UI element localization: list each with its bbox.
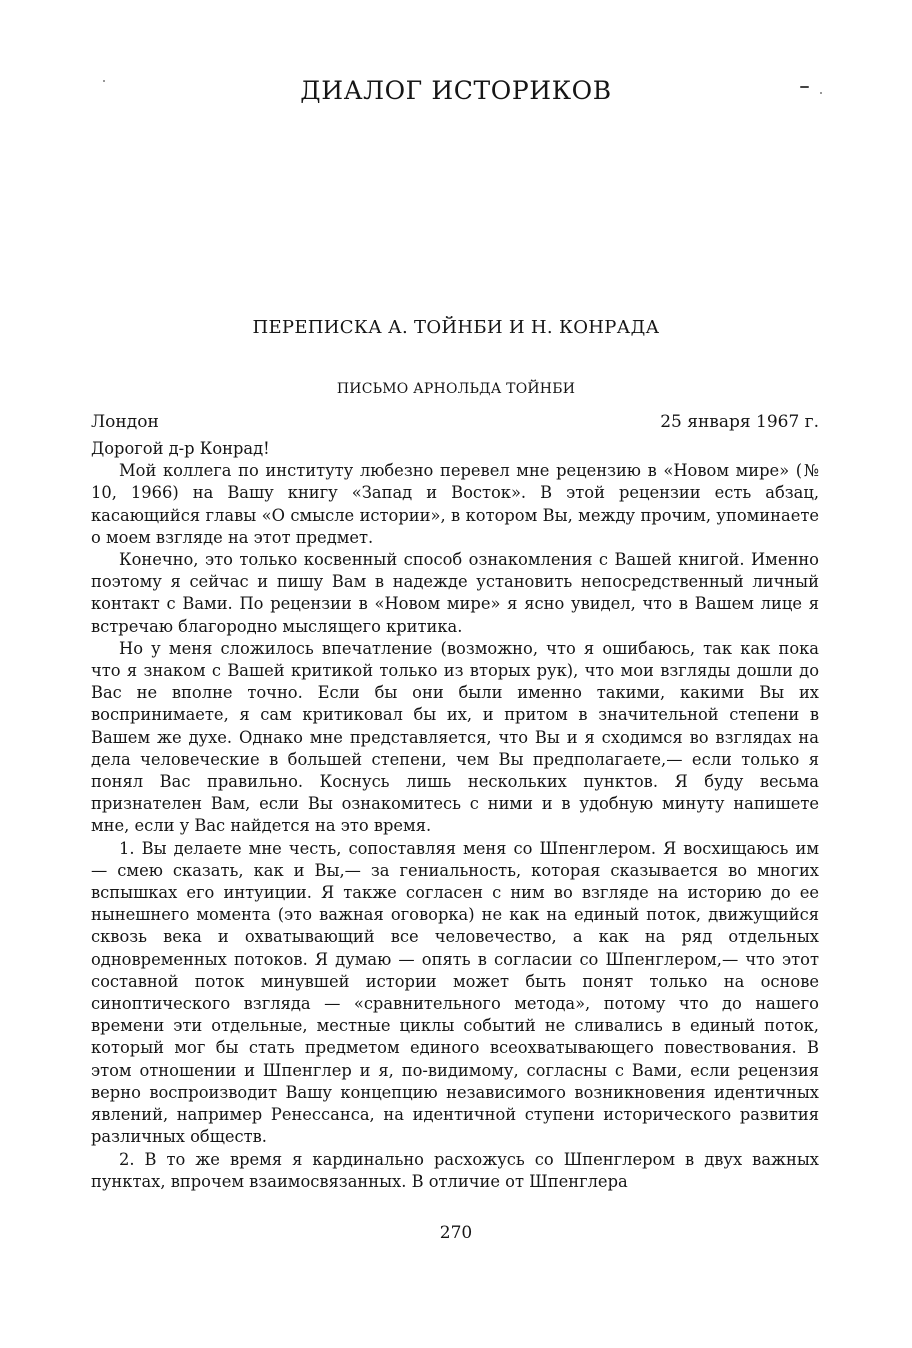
letter-body xyxy=(91,438,819,1193)
page-number: 270 xyxy=(439,1223,473,1243)
scan-speck xyxy=(820,92,822,94)
scan-speck xyxy=(103,80,105,82)
letter-heading: ПИСЬМО АРНОЛЬДА ТОЙНБИ xyxy=(336,381,576,397)
letter-date: 25 января 1967 г. xyxy=(660,412,819,432)
paragraph: Конечно, это только косвенный способ ознакомления с Вашей книгой. Именно поэтому я сейчас и пишу Вам в надежде установить непосредственный личный контакт с Вами. По рецензии в «Новом мире» я ясно увидел, что в Вашем лице я встречаю благородно мыслящего критика. xyxy=(91,550,819,636)
paragraph: 1. Вы делаете мне честь, сопоставляя меня со Шпенглером. Я восхищаюсь им — смею сказать, как и Вы,— за гениальность, которая сказывается во многих вспышках его интуиции. Я также согласен с ним во взгляде на историю до ее нынешнего момента (это важная оговорка) не как на единый поток, движущийся сквозь века и охватывающий все человечество, а как на ряд отдельных одновременных потоков. Я думаю — опять в согласии со Шпенглером,— что этот составной поток минувшей истории может быть понят только на основе синоптического взгляда — «сравнительного метода», потому что до нашего времени эти отдельные, местные циклы событий не сливались в единый поток, который мог бы стать предметом единого всеохватывающего повествования. В этом отношении и Шпенглер и я, по-видимому, согласны с Вами, если рецензия верно воспроизводит Вашу концепцию независимого возникновения идентичных явлений, например Ренессанса, на идентичной ступени исторического развития различных обществ. xyxy=(91,838,819,1147)
paragraph: Мой коллега по институту любезно перевел мне рецензию в «Новом мире» (№ 10, 1966) на Вашу книгу «Запад и Восток». В этой рецензии есть абзац, касающийся главы «О смысле истории», в котором Вы, между прочим, упоминаете о моем взгляде на этот предмет. xyxy=(91,461,819,547)
letter-place: Лондон xyxy=(91,412,159,432)
letter-salutation: Дорогой д-р Конрад! xyxy=(91,439,270,458)
section-title: ПЕРЕПИСКА А. ТОЙНБИ И Н. КОНРАДА xyxy=(252,317,660,338)
paragraph: 2. В то же время я кардинально расхожусь со Шпенглером в двух важных пунктах, впрочем взаимосвязанных. В отличие от Шпенглера xyxy=(91,1149,819,1191)
page-title: ДИАЛОГ ИСТОРИКОВ xyxy=(300,76,612,105)
paragraph: Но у меня сложилось впечатление (возможно, что я ошибаюсь, так как пока что я знаком с Вашей критикой только из вторых рук), что мои взгляды дошли до Вас не вполне точно. Если бы они были именно такими, какими Вы их воспринимаете, я сам критиковал бы их, и притом в значительной степени в Вашем же духе. Однако мне представляется, что Вы и я сходимся во взглядах на дела человеческие в большей степени, чем Вы предполагаете,— если только я понял Вас правильно. Коснусь лишь нескольких пунктов. Я буду весьма признателен Вам, если Вы ознакомитесь с ними и в удобную минуту напишете мне, если у Вас найдется на это время. xyxy=(91,638,819,836)
scan-speck xyxy=(800,86,809,88)
letter-dateline xyxy=(91,409,819,435)
